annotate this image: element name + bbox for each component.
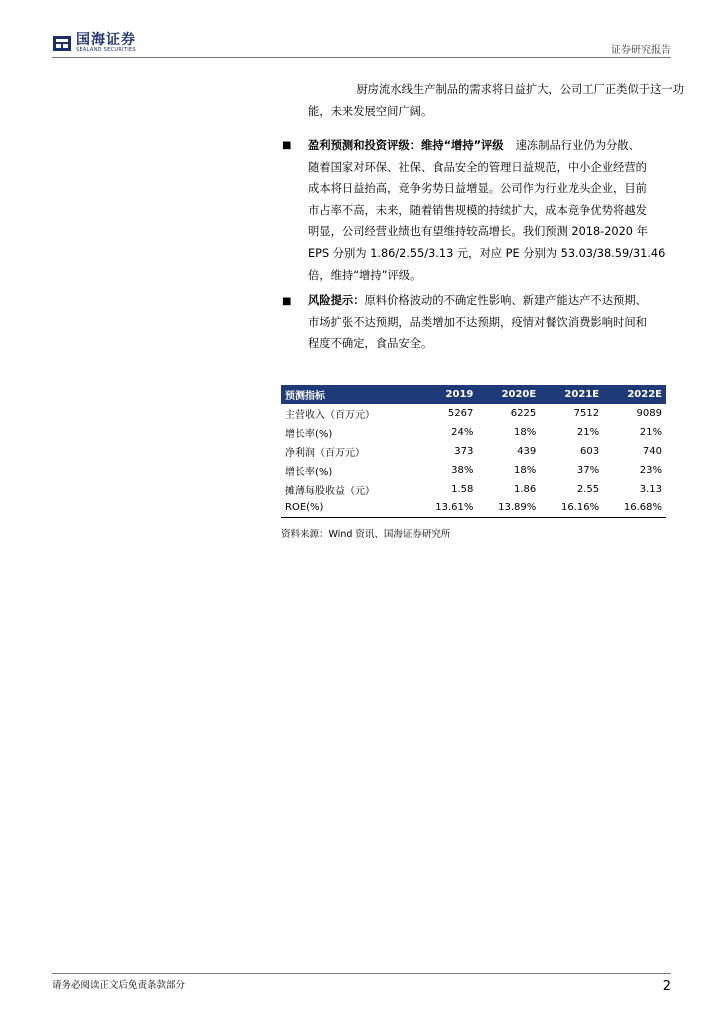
table-cell: 38% (451, 464, 474, 476)
table-cell: 24% (451, 426, 474, 438)
table-cell: 21% (576, 426, 600, 438)
footer-divider (52, 973, 671, 974)
table-cell: 3.13 (639, 483, 662, 495)
table-cell: 9089 (636, 407, 662, 419)
table-row (281, 404, 666, 423)
table-cell: 18% (514, 426, 537, 438)
intro-paragraph (308, 79, 684, 122)
table-cell: 增长率(%) (285, 466, 333, 478)
intro-line-1: 厨房流水线生产制品的需求将日益扩大，公司工厂正类似于这一功 (356, 83, 684, 96)
header-divider (52, 57, 671, 58)
table-header-2019: 2019 (415, 385, 478, 404)
table-cell: 373 (454, 445, 474, 457)
table-cell: 主营收入（百万元） (285, 409, 375, 421)
table-header-row (281, 385, 666, 404)
sealand-logo-icon (52, 33, 72, 53)
table-row (281, 461, 666, 480)
table-cell: 603 (580, 445, 600, 457)
risk-line-2: 市场扩张不达预期，品类增加不达预期，疫情对餐饮消费影响时间和 (308, 315, 647, 329)
forecast-line-5: 明显，公司经营业绩也有望维持较高增长。我们预测 2018-2020 年 (308, 225, 648, 239)
table-cell: 净利润（百万元） (285, 447, 365, 459)
forecast-line-4: 市占率不高，未来，随着销售规模的持续扩大，成本竞争优势将越发 (308, 203, 647, 217)
table-cell: 16.16% (540, 498, 603, 517)
table-cell: ROE(%) (281, 498, 415, 517)
logo-english-name: SEALAND SECURITIES (76, 47, 136, 53)
forecast-line-1 (308, 135, 684, 157)
table-header-indicator: 预测指标 (281, 385, 415, 404)
table-cell: 6225 (510, 407, 537, 419)
table-cell: 7512 (573, 407, 600, 419)
risk-line-3: 程度不确定，食品安全。 (308, 337, 433, 351)
footer-disclaimer: 请务必阅读正文后免责条款部分 (52, 980, 186, 991)
page-header (0, 0, 724, 60)
risk-bullet: ■ (282, 296, 292, 307)
table-header-2021e: 2021E (540, 385, 603, 404)
forecast-paragraph (308, 135, 684, 286)
page-number: 2 (662, 979, 671, 994)
table-cell: 摊薄每股收益（元） (285, 485, 375, 497)
risk-paragraph (308, 290, 684, 355)
table-cell: 740 (642, 445, 662, 457)
forecast-line-3: 成本将日益抬高，竞争劣势日益增显。公司作为行业龙头企业，目前 (308, 182, 647, 196)
table-cell: 2.55 (576, 483, 600, 495)
forecast-line-6: EPS 分别为 1.86/2.55/3.13 元，对应 PE 分别为 53.03/38.59/31.46 (308, 246, 666, 260)
forecast-line-7: 倍，维持“增持”评级。 (308, 268, 422, 282)
table-cell: 13.89% (477, 498, 540, 517)
table-cell: 37% (576, 464, 600, 476)
company-logo (52, 33, 136, 53)
table-row (281, 423, 666, 442)
table-cell: 16.68% (603, 498, 666, 517)
table-cell: 21% (639, 426, 662, 438)
risk-text-1: 原料价格波动的不确定性影响、新建产能达产不达预期、 (364, 294, 647, 307)
risk-line-1 (308, 290, 684, 312)
table-cell: 13.61% (415, 498, 478, 517)
table-cell: 1.58 (451, 483, 474, 495)
table-cell: 18% (514, 464, 537, 476)
table-header-2022e: 2022E (603, 385, 666, 404)
table-cell: 增长率(%) (285, 428, 333, 440)
table-row (281, 442, 666, 461)
table-source-note: 资料来源：Wind 资讯、国海证券研究所 (281, 529, 451, 540)
intro-line-2: 能，未来发展空间广阔。 (308, 104, 433, 118)
table-row (281, 480, 666, 499)
forecast-table (281, 385, 666, 518)
report-type-label: 证券研究报告 (611, 45, 671, 56)
table-header-2020e: 2020E (477, 385, 540, 404)
forecast-bullet: ■ (282, 140, 292, 151)
forecast-title: 盈利预测和投资评级：维持“增持”评级 (308, 139, 504, 152)
table-cell: 5267 (447, 407, 474, 419)
logo-chinese-name: 国海证券 (76, 32, 136, 48)
risk-title: 风险提示： (308, 294, 365, 307)
table-cell: 439 (517, 445, 537, 457)
table-row (281, 498, 666, 517)
table-cell: 1.86 (513, 483, 537, 495)
forecast-text-1: 速冻制品行业仍为分散、 (515, 139, 640, 152)
forecast-line-2: 随着国家对环保、社保、食品安全的管理日益规范，中小企业经营的 (308, 160, 647, 174)
table-cell: 23% (639, 464, 662, 476)
